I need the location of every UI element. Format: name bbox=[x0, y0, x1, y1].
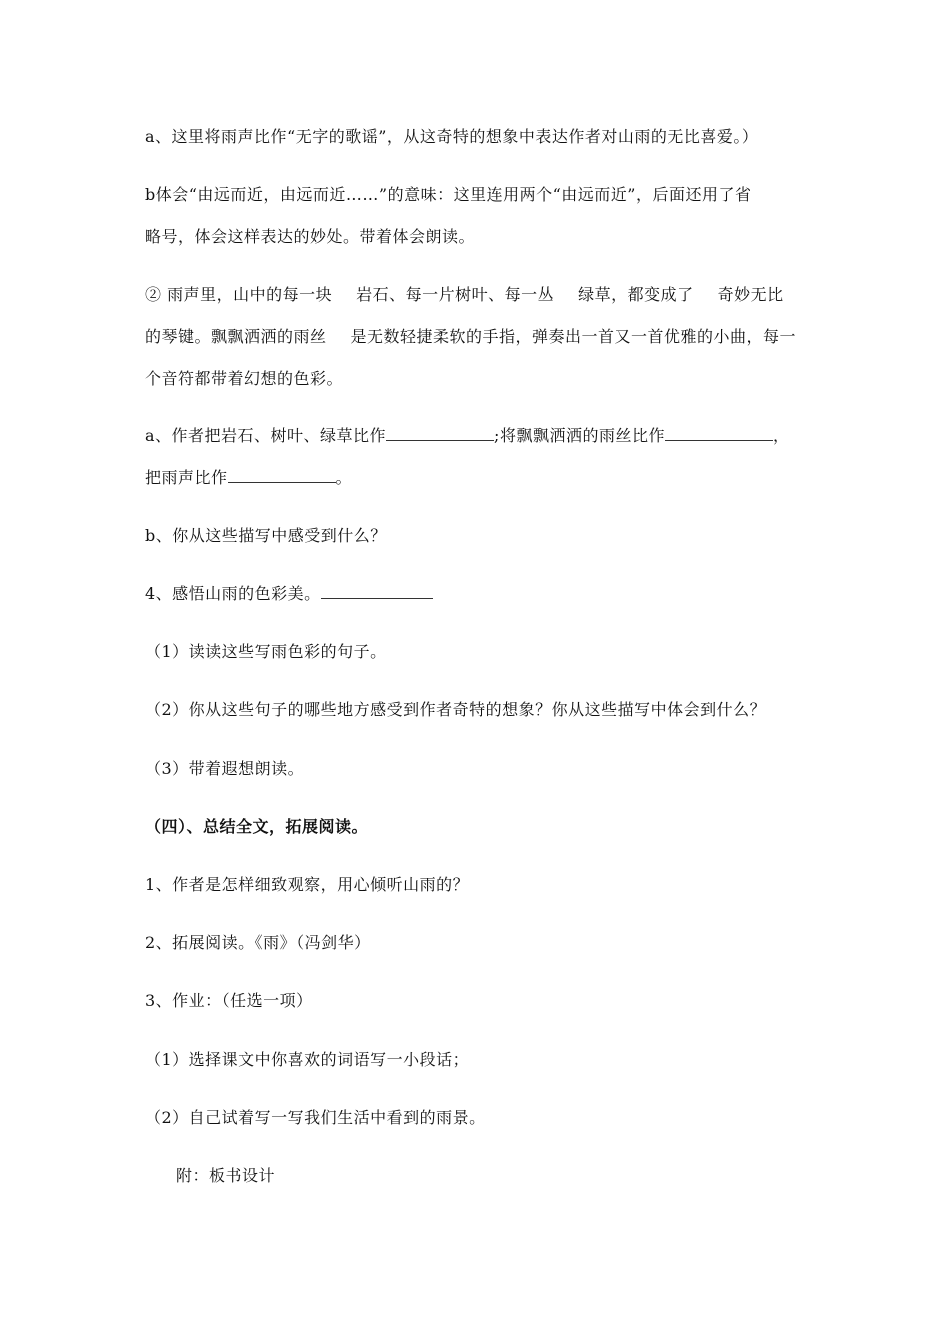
text-segment: ;将飘飘洒洒的雨丝比作 bbox=[494, 426, 665, 445]
appendix-label: 附：板书设计 bbox=[176, 1166, 276, 1185]
homework-option-2: （2）自己试着写一写我们生活中看到的雨景。 bbox=[145, 1108, 486, 1127]
section-4-item-1: （1）读读这些写雨色彩的句子。 bbox=[145, 642, 387, 661]
text-segment: 的琴键。飘飘洒洒的雨丝 bbox=[145, 327, 327, 346]
text-segment: ， bbox=[772, 426, 790, 445]
text-segment: 把雨声比作 bbox=[145, 468, 228, 487]
paragraph-far-near-line1: b体会“由远而近，由远而近……”的意味：这里连用两个“由远而近”，后面还用了省 bbox=[145, 185, 752, 204]
text-segment: 奇妙无比 bbox=[717, 285, 784, 304]
answer-blank[interactable] bbox=[228, 468, 336, 483]
summary-item-2: 2、拓展阅读。《雨》（冯剑华） bbox=[145, 933, 371, 952]
section-4-item-3: （3）带着遐想朗读。 bbox=[145, 759, 305, 778]
text-segment: 绿草，都变成了 bbox=[578, 285, 694, 304]
homework-option-1: （1）选择课文中你喜欢的词语写一小段话； bbox=[145, 1050, 470, 1069]
paragraph-rain-song: a、这里将雨声比作“无字的歌谣”，从这奇特的想象中表达作者对山雨的无比喜爱。） bbox=[145, 127, 759, 146]
paragraph-piano-keys-line2 bbox=[145, 327, 810, 347]
section-4-heading bbox=[145, 584, 810, 604]
question-b: b、你从这些描写中感受到什么？ bbox=[145, 526, 387, 545]
summary-item-3: 3、作业：（任选一项） bbox=[145, 991, 313, 1010]
paragraph-far-near-line2: 略号，体会这样表达的妙处。带着体会朗读。 bbox=[145, 227, 476, 246]
question-a-line1 bbox=[145, 426, 810, 446]
paragraph-piano-keys-line1 bbox=[145, 285, 810, 305]
answer-blank[interactable] bbox=[321, 584, 433, 599]
section-4-item-2: （2）你从这些句子的哪些地方感受到作者奇特的想象？你从这些描写中体会到什么？ bbox=[145, 700, 767, 719]
text-segment: 4、感悟山雨的色彩美。 bbox=[145, 584, 321, 603]
text-segment: ② 雨声里，山中的每一块 bbox=[145, 285, 333, 304]
answer-blank[interactable] bbox=[386, 426, 494, 441]
text-segment: 。 bbox=[335, 468, 353, 487]
text-segment: 是无数轻捷柔软的手指，弹奏出一首又一首优雅的小曲，每一 bbox=[350, 327, 797, 346]
paragraph-piano-keys-line3: 个音符都带着幻想的色彩。 bbox=[145, 369, 344, 388]
question-a-line2 bbox=[145, 468, 810, 488]
answer-blank[interactable] bbox=[665, 426, 773, 441]
text-segment: 岩石、每一片树叶、每一丛 bbox=[356, 285, 555, 304]
section-four-heading: （四）、总结全文，拓展阅读。 bbox=[145, 817, 369, 836]
summary-item-1: 1、作者是怎样细致观察，用心倾听山雨的？ bbox=[145, 875, 470, 894]
text-segment: a、作者把岩石、树叶、绿草比作 bbox=[145, 426, 387, 445]
